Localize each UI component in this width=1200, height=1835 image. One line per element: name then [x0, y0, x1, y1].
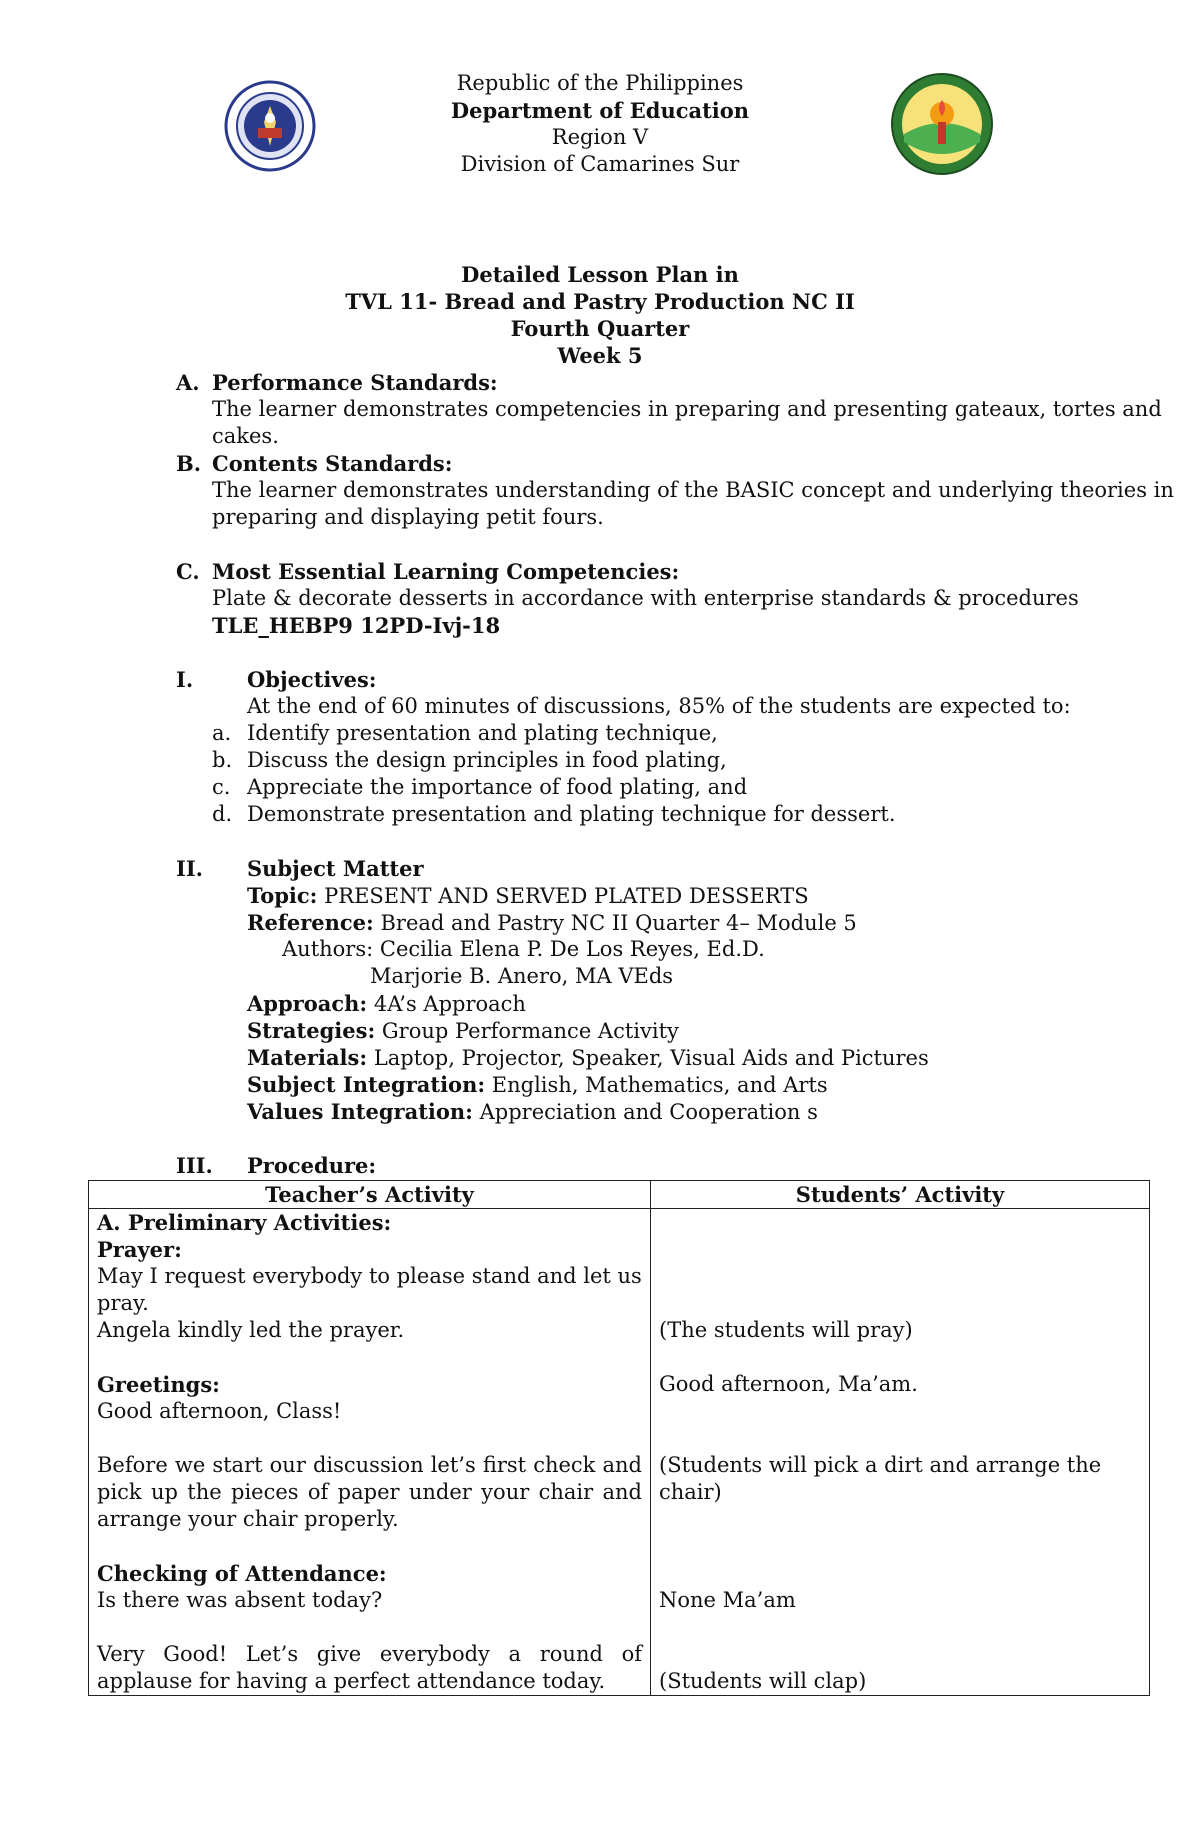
greetings-students: Good afternoon, Ma’am. — [659, 1372, 918, 1396]
greetings-label: Greetings: — [97, 1372, 220, 1397]
header-division: Division of Camarines Sur — [460, 152, 740, 176]
header-department: Department of Education — [450, 98, 750, 123]
objectives-marker: I. — [176, 667, 194, 692]
strategies-row — [247, 1017, 679, 1045]
section-b-heading: Contents Standards: — [212, 451, 453, 476]
reference-label: Reference: — [247, 910, 374, 935]
header-region: Region V — [551, 125, 649, 149]
prayer-teacher-line1: May I request everybody to please stand and let us pray. — [97, 1264, 642, 1315]
approach-row — [247, 990, 526, 1018]
objectives-heading: Objectives: — [247, 667, 377, 692]
objective-letter: d. — [212, 802, 233, 826]
values-integration-label: Values Integration: — [247, 1099, 473, 1124]
objective-item: Appreciate the importance of food plating, and — [247, 775, 748, 799]
col-students-activity: Students’ Activity — [651, 1181, 1150, 1209]
objective-letter: c. — [212, 775, 231, 799]
table-row — [89, 1209, 1150, 1696]
prayer-teacher-line2: Angela kindly led the prayer. — [97, 1318, 405, 1342]
header-republic: Republic of the Philippines — [456, 71, 744, 95]
section-c-heading: Most Essential Learning Competencies: — [212, 559, 680, 584]
attendance-label: Checking of Attendance: — [97, 1561, 387, 1586]
values-integration-value: Appreciation and Cooperation s — [479, 1100, 818, 1124]
subject-integration-value: English, Mathematics, and Arts — [491, 1073, 828, 1097]
procedure-heading: Procedure: — [247, 1153, 377, 1178]
subject-matter-heading: Subject Matter — [247, 856, 424, 881]
prayer-students: (The students will pray) — [659, 1318, 913, 1342]
section-c-marker: C. — [176, 559, 200, 584]
attendance-students: None Ma’am — [659, 1588, 796, 1612]
section-a-heading: Performance Standards: — [212, 370, 498, 395]
section-c-code: TLE_HEBP9 12PD-Ivj-18 — [212, 613, 501, 638]
attendance-teacher: Is there was absent today? — [97, 1588, 383, 1612]
cleanup-teacher: Before we start our discussion let’s first check and pick up the pieces of paper under your chair and arrange your chair properly. — [97, 1453, 642, 1531]
reference-value: Bread and Pastry NC II Quarter 4– Module 5 — [380, 911, 857, 935]
section-b-text-line2: preparing and displaying petit fours. — [212, 505, 604, 529]
section-a-marker: A. — [176, 370, 200, 395]
topic-label: Topic: — [247, 883, 318, 908]
col-teacher-activity: Teacher’s Activity — [89, 1181, 651, 1209]
materials-row — [247, 1044, 929, 1072]
reference-row — [247, 909, 857, 937]
applause-teacher: Very Good! Let’s give everybody a round of applause for having a perfect attendance today. — [97, 1642, 642, 1693]
topic-value: PRESENT AND SERVED PLATED DESSERTS — [324, 884, 809, 908]
approach-label: Approach: — [247, 991, 368, 1016]
cleanup-students: (Students will pick a dirt and arrange the chair) — [659, 1453, 1102, 1504]
materials-label: Materials: — [247, 1045, 368, 1070]
values-integration-row — [247, 1098, 818, 1126]
students-activity-cell — [651, 1209, 1150, 1696]
title-quarter: Fourth Quarter — [510, 316, 690, 341]
subject-integration-row — [247, 1071, 828, 1099]
authors-label: Authors: — [282, 937, 374, 961]
prayer-label: Prayer: — [97, 1237, 182, 1262]
strategies-value: Group Performance Activity — [381, 1019, 679, 1043]
title-week: Week 5 — [557, 343, 643, 368]
strategies-label: Strategies: — [247, 1018, 376, 1043]
section-b-text-line1: The learner demonstrates understanding of the BASIC concept and underlying theories in — [212, 478, 1174, 502]
author-2: Marjorie B. Anero, MA VEds — [370, 964, 674, 988]
objective-letter: a. — [212, 721, 232, 745]
teacher-activity-cell — [89, 1209, 651, 1696]
greetings-teacher: Good afternoon, Class! — [97, 1399, 342, 1423]
table-header-row — [89, 1181, 1150, 1209]
preliminary-heading: A. Preliminary Activities: — [97, 1210, 392, 1235]
topic-row — [247, 882, 809, 910]
authors-row — [282, 936, 765, 963]
procedure-table — [88, 1180, 1150, 1696]
objective-letter: b. — [212, 748, 233, 772]
objective-item: Discuss the design principles in food plating, — [247, 748, 727, 772]
approach-value: 4A’s Approach — [373, 992, 526, 1016]
objective-item: Demonstrate presentation and plating technique for dessert. — [247, 802, 896, 826]
applause-students: (Students will clap) — [659, 1669, 867, 1693]
objectives-intro: At the end of 60 minutes of discussions, 85% of the students are expected to: — [247, 694, 1071, 718]
subject-integration-label: Subject Integration: — [247, 1072, 486, 1097]
title-line1: Detailed Lesson Plan in — [461, 262, 739, 287]
author-1: Cecilia Elena P. De Los Reyes, Ed.D. — [379, 937, 765, 961]
objective-item: Identify presentation and plating technique, — [247, 721, 718, 745]
subject-matter-marker: II. — [176, 856, 203, 881]
procedure-marker: III. — [176, 1153, 213, 1178]
section-a-text-line2: cakes. — [212, 424, 279, 448]
title-line2: TVL 11- Bread and Pastry Production NC II — [345, 289, 855, 314]
materials-value: Laptop, Projector, Speaker, Visual Aids and Pictures — [373, 1046, 929, 1070]
section-b-marker: B. — [176, 451, 202, 476]
section-a-text-line1: The learner demonstrates competencies in preparing and presenting gateaux, tortes and — [212, 397, 1162, 421]
section-c-text: Plate & decorate desserts in accordance with enterprise standards & procedures — [212, 586, 1079, 610]
